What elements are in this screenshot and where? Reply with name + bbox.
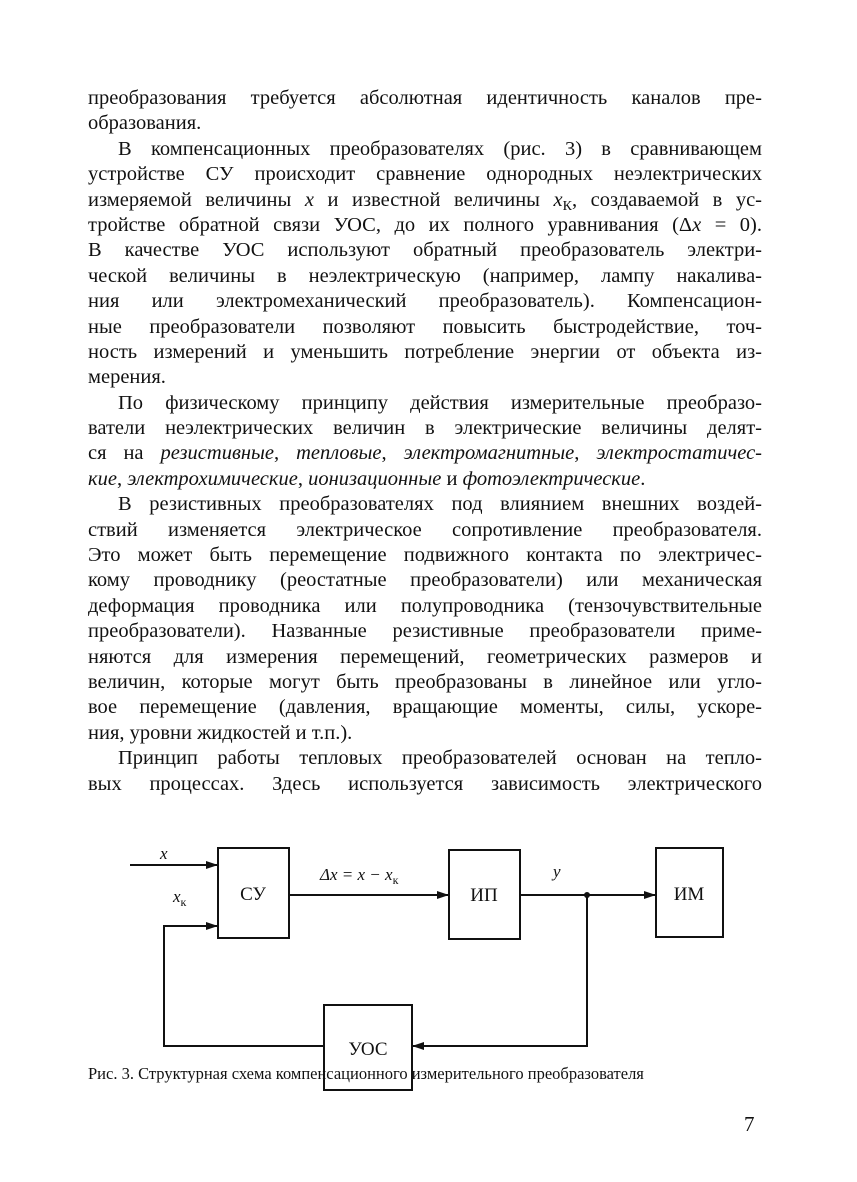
block-uos-label: УОС bbox=[348, 1039, 388, 1060]
text-segment: , bbox=[274, 442, 297, 465]
page-number: 7 bbox=[744, 1112, 755, 1136]
uos-to-su-line bbox=[164, 926, 324, 1046]
text-segment: В резистивных преобразователях под влиянием внешних воздей- bbox=[118, 493, 762, 516]
text-segment: устройстве СУ происходит сравнение однородных неэлектрических bbox=[88, 163, 762, 186]
text-segment: деформация проводника или полупроводника (тензочувствительные bbox=[88, 594, 762, 617]
text-segment: , создаваемой в ус- bbox=[571, 188, 763, 211]
junction-dot bbox=[584, 892, 590, 898]
text-segment: ся на bbox=[88, 442, 161, 465]
label-x: x bbox=[160, 844, 168, 863]
text-segment: няются для измерения перемещений, геометрических размеров и bbox=[88, 645, 762, 668]
text-segment: Принцип работы тепловых преобразователей основан на тепло- bbox=[118, 747, 762, 770]
feedback-to-uos-line bbox=[412, 895, 587, 1046]
text-segment: = 0). bbox=[701, 213, 762, 236]
text-segment: ческой величины в неэлектрическую (например, лампу накалива- bbox=[88, 264, 762, 287]
italic-text: электростатичес- bbox=[596, 442, 763, 465]
italic-text: тепловые bbox=[296, 442, 382, 465]
text-segment: В компенсационных преобразователях (рис. 3) в сравнивающем bbox=[118, 137, 762, 160]
text-segment: ния или электромеханический преобразователь). Компенсацион- bbox=[88, 290, 762, 313]
text-segment: ствий изменяется электрическое сопротивление преобразователя. bbox=[88, 518, 762, 541]
text-segment: , bbox=[297, 467, 309, 490]
text-segment: ность измерений и уменьшить потребление энергии от объекта из- bbox=[88, 340, 762, 363]
text-segment: , bbox=[116, 467, 128, 490]
italic-text: ионизационные bbox=[308, 467, 442, 490]
text-segment: кому проводнику (реостатные преобразователи) или механическая bbox=[88, 569, 762, 592]
block-su-label: СУ bbox=[240, 884, 266, 905]
text-segment: образования. bbox=[88, 112, 202, 135]
italic-text: x bbox=[692, 213, 702, 236]
text-segment: величин, которые могут быть преобразованы в линейное или угло- bbox=[88, 670, 762, 693]
text-segment: , bbox=[574, 442, 597, 465]
text-segment: и bbox=[441, 467, 463, 490]
italic-text: электрохимические bbox=[127, 467, 298, 490]
subscript-text: К bbox=[562, 198, 572, 214]
block-im-label: ИМ bbox=[673, 884, 705, 905]
text-segment: По физическому принципу действия измерительные преобразо- bbox=[118, 391, 762, 414]
text-segment: ния, уровни жидкостей и т.п.). bbox=[88, 721, 353, 744]
italic-text: электромагнитные bbox=[403, 442, 575, 465]
text-segment: вое перемещение (давления, вращающие моменты, силы, ускоре- bbox=[88, 696, 762, 719]
text-segment: Это может быть перемещение подвижного контакта по электричес- bbox=[88, 544, 762, 567]
italic-text: x bbox=[304, 188, 314, 211]
text-segment: преобразователи). Названные резистивные преобразователи приме- bbox=[88, 620, 762, 643]
label-delta-x: $\Delta x = x - x_к$ bbox=[320, 865, 399, 887]
figure-caption: Рис. 3. Структурная схема компенсационного измерительного преобразователя bbox=[88, 1064, 644, 1083]
text-segment: измеряемой величины bbox=[88, 188, 305, 211]
text-segment: ватели неэлектрических величин в электрические величины делят- bbox=[88, 417, 762, 440]
italic-text: резистивные bbox=[160, 442, 274, 465]
label-xk: $x_к$ bbox=[173, 887, 187, 909]
text-segment: преобразования требуется абсолютная идентичность каналов пре- bbox=[88, 87, 762, 109]
text-segment: , bbox=[381, 442, 404, 465]
label-y: y bbox=[553, 862, 561, 881]
text-segment: В качестве УОС используют обратный преобразователь электри- bbox=[88, 239, 762, 262]
text-segment: ные преобразователи позволяют повысить быстродействие, точ- bbox=[88, 315, 762, 338]
text-segment: вых процессах. Здесь используется зависимость электрического bbox=[88, 772, 762, 795]
italic-text: фотоэлектрические bbox=[462, 467, 641, 490]
text-segment: мерения. bbox=[88, 366, 166, 389]
block-ip-label: ИП bbox=[470, 885, 498, 906]
text-segment: тройстве обратной связи УОС, до их полного уравнивания (Δ bbox=[88, 213, 693, 236]
text-segment: . bbox=[640, 467, 646, 490]
text-segment: и известной величины bbox=[313, 188, 554, 211]
italic-text: x bbox=[553, 188, 563, 211]
italic-text: кие bbox=[88, 467, 117, 490]
